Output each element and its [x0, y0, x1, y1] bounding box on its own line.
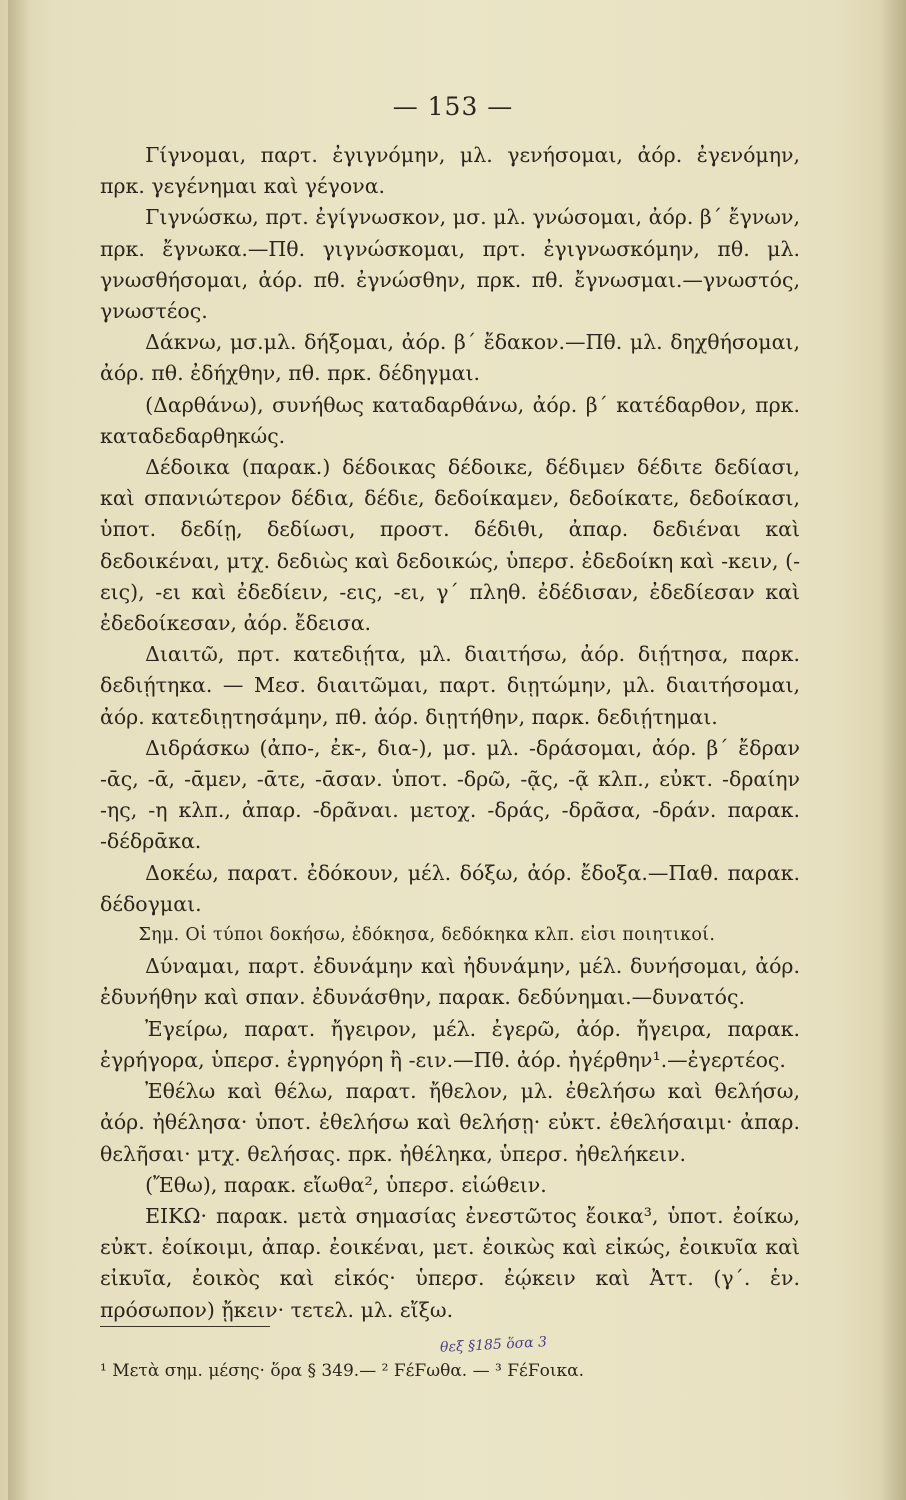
page-edge-shadow	[880, 0, 906, 1500]
entry-dedoika: Δέδοικα (παρακ.) δέδοικας δέδοικε, δέδιμεν δέδιτε δεδίασι, καὶ σπανιώτερον δέδια, δέδιε, δεδοίκαμεν, δεδοίκατε, δεδοίκασι, ὑποτ. δεδίῃ, δεδίωσι, προστ. δέδιθι, ἀπαρ. δεδιέναι καὶ δεδοικέναι, μτχ. δεδιὼς καὶ δεδοικώς, ὑπερσ. ἐδεδοίκη καὶ -κειν, (-εις), -ει καὶ ἐδεδίειν, -εις, -ει, γ΄ πληθ. ἐδέδισαν, ἐδεδίεσαν καὶ ἐδεδοίκεσαν, ἀόρ. ἔδεισα.	[100, 455, 800, 636]
entry-ethelo: Ἐθέλω καὶ θέλω, παρατ. ἤθελον, μλ. ἐθελήσω καὶ θελήσω, ἀόρ. ἠθέλησα· ὑποτ. ἐθελήσω καὶ θελήσῃ· εὐκτ. ἐθελήσαιμι· ἀπαρ. θελῆσαι· μτχ. θελήσας. πρκ. ἠθέληκα, ὑπερσ. ἠθελήκειν.	[100, 1079, 800, 1166]
footnote-rule	[100, 1326, 270, 1327]
entry-dakno: Δάκνω, μσ.μλ. δήξομαι, ἀόρ. β΄ ἔδακον.—Πθ. μλ. δηχθήσομαι, ἀόρ. πθ. ἐδήχθην, πθ. πρκ. δέδηγμαι.	[100, 330, 800, 386]
note-dokeo: Σημ. Οἱ τύποι δοκήσω, ἐδόκησα, δεδόκηκα κλπ. εἰσι ποιητικοί.	[138, 925, 716, 946]
footnotes: ¹ Μετὰ σημ. μέσης· ὅρα § 349.— ² ϜέϜωθα. — ³ ϜέϜοικα.	[100, 1361, 585, 1381]
entry-egeiro: Ἐγείρω, παρατ. ἤγειρον, μέλ. ἐγερῶ, ἀόρ. ἤγειρα, παρακ. ἐγρήγορα, ὑπερσ. ἐγρηγόρη ἢ -ειν.—Πθ. ἀόρ. ἠγέρθην¹.—ἐγερτέος.	[100, 1016, 800, 1072]
page-gutter-shadow	[8, 0, 30, 1500]
entry-diaito: Διαιτῶ, πρτ. κατεδιῄτα, μλ. διαιτήσω, ἀόρ. διῄτησα, παρκ. δεδιῄτηκα. — Μεσ. διαιτῶμαι, παρτ. διῃτώμην, μλ. διαιτήσομαι, ἀόρ. κατεδιῃτησάμην, πθ. ἀόρ. διῃτήθην, παρκ. δεδιῄτημαι.	[100, 642, 800, 729]
entry-etho: (Ἔθω), παρακ. εἴωθα², ὑπερσ. εἰώθειν.	[145, 1172, 547, 1197]
entry-eiko: ΕΙΚΩ· παρακ. μετὰ σημασίας ἐνεστῶτος ἔοικα³, ὑποτ. ἐοίκω, εὐκτ. ἐοίκοιμι, ἀπαρ. ἐοικέναι, μετ. ἐοικὼς καὶ εἰκώς, ἐοικυῖα καὶ εἰκυῖα, ἐοικὸς καὶ εἰκός· ὑπερσ. ἐῴκειν καὶ Ἀττ. (γ΄. ἑν. πρόσωπον) ᾔκειν· τετελ. μλ. εἴξω.	[100, 1203, 800, 1322]
entry-didrasko: Διδράσκω (ἀπο-, ἐκ-, δια-), μσ. μλ. -δράσομαι, ἀόρ. β΄ ἔδραν -ᾱς, -ᾱ, -ᾱμεν, -ᾱτε, -ᾱσαν. ὑποτ. -δρῶ, -ᾷς, -ᾷ κλπ., εὐκτ. -δραίην -ης, -η κλπ., ἀπαρ. -δρᾶναι. μετοχ. -δράς, -δρᾶσα, -δράν. παρακ. -δέδρᾱκα.	[100, 735, 800, 854]
entry-dokeo: Δοκέω, παρατ. ἐδόκουν, μέλ. δόξω, ἀόρ. ἔδοξα.—Παθ. παρακ. δέδογμαι.	[100, 860, 800, 916]
entry-dynamai: Δύναμαι, παρτ. ἐδυνάμην καὶ ἠδυνάμην, μέλ. δυνήσομαι, ἀόρ. ἐδυνήθην καὶ σπαν. ἐδυνάσθην, παρακ. δεδύνημαι.—δυνατός.	[100, 954, 800, 1010]
main-text	[100, 140, 800, 1326]
entry-darthano: (Δαρθάνω), συνήθως καταδαρθάνω, ἀόρ. β΄ κατέδαρθον, πρκ. καταδεδαρθηκώς.	[100, 392, 800, 448]
entry-gignosko: Γιγνώσκω, πρτ. ἐγίγνωσκον, μσ. μλ. γνώσομαι, ἀόρ. β΄ ἔγνων, πρκ. ἔγνωκα.—Πθ. γιγνώσκομαι, πρτ. ἐγιγνωσκόμην, πθ. μλ. γνωσθήσομαι, ἀόρ. πθ. ἐγνώσθην, πρκ. πθ. ἔγνωσμαι.—γνωστός, γνωστέος.	[100, 205, 800, 324]
handwritten-annotation: θεξ §185 ὅσα 3	[439, 1334, 548, 1356]
page-number: — 153 —	[392, 92, 514, 121]
entry-gignomai: Γίγνομαι, παρτ. ἐγιγνόμην, μλ. γενήσομαι, ἀόρ. ἐγενόμην, πρκ. γεγένημαι καὶ γέγονα.	[100, 143, 800, 199]
